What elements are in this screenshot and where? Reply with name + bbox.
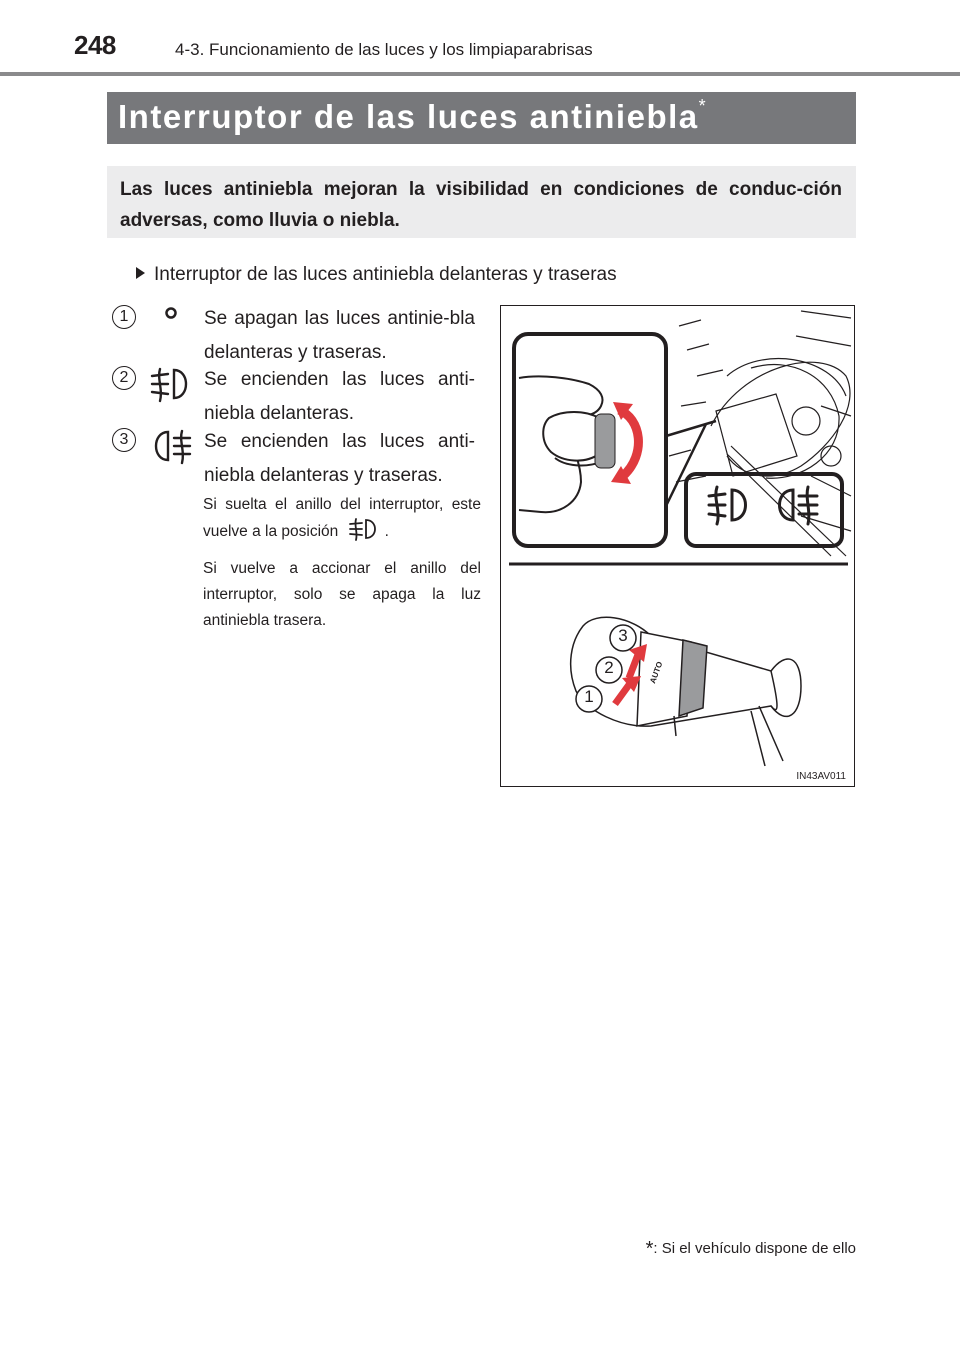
intro-text: Las luces antiniebla mejoran la visibilidad en condiciones de conduc-ción adversas, como lluvia o niebla. (120, 179, 842, 231)
running-title: 4-3. Funcionamiento de las luces y los limpiaparabrisas (175, 40, 593, 59)
item-number: 2 (112, 366, 136, 390)
return-note-text: Si suelta el anillo del interruptor, este vuelve a la posición (203, 496, 481, 540)
illustration-drawing (501, 306, 855, 787)
fog-off-circle-icon (148, 305, 194, 347)
callout-1: 1 (584, 687, 594, 706)
item-number: 3 (112, 428, 136, 452)
section-title-text: Interruptor de las luces antiniebla (118, 98, 699, 135)
subheading (136, 264, 617, 286)
section-title-mark: * (698, 96, 708, 116)
footnote (646, 1238, 856, 1261)
item-text: Se encienden las luces anti-niebla delanteras. (204, 369, 475, 424)
callout-3: 3 (618, 626, 628, 645)
return-note (203, 492, 481, 545)
callout-2: 2 (604, 658, 614, 677)
item-text: Se apagan las luces antinie-bla delanteras y traseras. (204, 308, 475, 363)
return-note-end: . (384, 523, 389, 540)
switch-auto-label: AUTO (648, 660, 665, 685)
rear-fog-light-icon (148, 428, 194, 470)
section-banner (107, 92, 856, 144)
front-fog-light-icon (347, 518, 381, 542)
subheading-text: Interruptor de las luces antiniebla delanteras y traseras (154, 264, 617, 285)
triangle-bullet-icon (136, 267, 145, 279)
front-fog-light-icon (148, 366, 194, 408)
item-text: Se encienden las luces anti-niebla delanteras y traseras. (204, 431, 475, 486)
page-number: 248 (74, 30, 116, 60)
item-number: 1 (112, 305, 136, 329)
footnote-text: : Si el vehículo dispone de ello (653, 1240, 856, 1257)
figure-code: IN43AV011 (796, 771, 846, 782)
intro-box (107, 166, 856, 238)
fog-switch-illustration (500, 305, 855, 787)
section-title (118, 98, 707, 136)
footnote-mark: * (645, 1238, 654, 1260)
header-divider (0, 72, 960, 76)
rear-off-note: Si vuelve a accionar el anillo del interruptor, solo se apaga la luz antiniebla trasera. (203, 560, 481, 629)
